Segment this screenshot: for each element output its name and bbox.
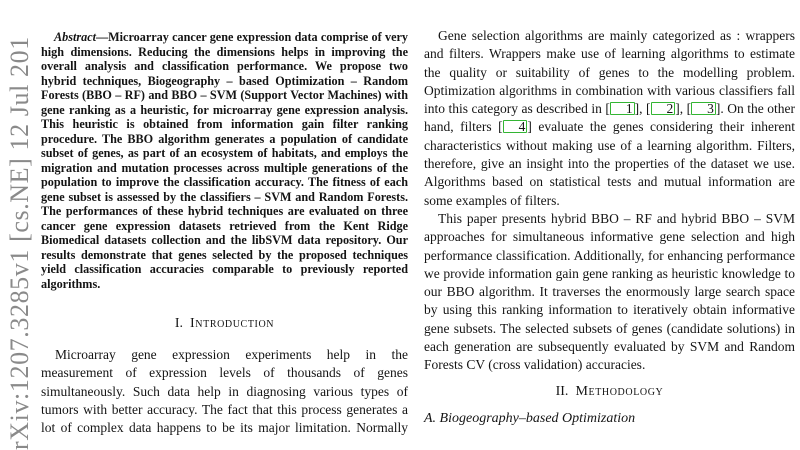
citation-link[interactable]: [ 4 ] xyxy=(498,119,532,135)
citation-link[interactable]: [ 1 ] xyxy=(605,101,640,117)
abstract-label: Abstract xyxy=(54,30,96,44)
section-number: II. xyxy=(555,383,569,399)
subsection-a-heading: A. Biogeography–based Optimization xyxy=(424,410,636,426)
citation-link[interactable]: [ 3 ] xyxy=(686,101,721,117)
arxiv-watermark: rXiv:1207.3285v1 [cs.NE] 12 Jul 201 xyxy=(5,36,34,450)
citation-number[interactable]: 1 xyxy=(610,102,635,115)
citation-number[interactable]: 3 xyxy=(691,102,716,115)
citation-number[interactable]: 2 xyxy=(651,102,676,115)
abstract-text: —Microarray cancer gene expression data comprise of very high dimensions. Reducing the dimensions helps in improving the overall analysis and classification performance. We propose two hybrid techniques, Biogeography – based Optimization – Random Forests (BBO – RF) and BBO – SVM (Support Vector Machines) with gene ranking as a heuristic, for microarray gene expression analysis. This heuristic is obtained from information gain filter ranking procedure. The BBO algorithm generates a population of candidate subset of genes, as part of an ecosystem of habitats, and employs the migration and mutation processes across multiple generations of the population to improve the classification accuracy. The fitness of each gene subset is assessed by the classifiers – SVM and Random Forests. The performances of these hybrid techniques are evaluated on three cancer gene expression datasets retrieved from the Kent Ridge Biomedical datasets collection and the libSVM data repository. Our results demonstrate that genes selected by the proposed techniques yield classification accuracies comparable to previously reported algorithms. xyxy=(41,30,408,291)
introduction-paragraph: Microarray gene expression experiments help in the measurement of expression levels of thousands of genes simultaneously. Such data help in diagnosing various types of tumors with better accuracy. The fact that this process generates a lot of complex data happens to be its major limitation. Normally xyxy=(41,347,408,436)
right-column xyxy=(424,27,795,427)
this-paper-paragraph: This paper presents hybrid BBO – RF and hybrid BBO – SVM approaches for simultaneous informative gene selection and high performance classification. Additionally, for enhancing performance we provide information gain gene ranking as heuristic knowledge to our BBO algorithm. It traverses the enormously large search space by using this ranking information to iteratively obtain informative gene subsets. The selected subsets of genes (candidate solutions) in each generation are subsequently evaluated by SVM and Random Forests CV (cross validation) accuracies. xyxy=(424,210,795,373)
abstract-paragraph xyxy=(41,30,408,291)
section-number: I. xyxy=(174,316,184,331)
section-title: Methodology xyxy=(575,383,664,399)
citation-number[interactable]: 4 xyxy=(503,120,528,133)
citation-link[interactable]: [ 2 ] xyxy=(646,101,680,117)
left-column xyxy=(41,30,408,437)
gene-selection-paragraph: Gene selection algorithms are mainly categorized as : wrappers and filters. Wrappers make use of learning algorithms to estimate the quality or suitability of genes to the modelling problem. Optimization algorithms in combination with various classifiers fall into this category as described in [ 1 ], [ 2 ], [ 3 ]. On the other hand, filters [ 4 ] evaluate the genes considering their inherent characteristics without making use of a learning algorithm. Filters, therefore, give an insight into the properties of the dataset we use. Algorithms based on statistical tests and mutual information are some examples of filters. xyxy=(424,28,796,208)
section-heading-introduction xyxy=(41,316,408,332)
section-heading-methodology xyxy=(424,384,795,400)
section-title: Introduction xyxy=(190,316,275,331)
